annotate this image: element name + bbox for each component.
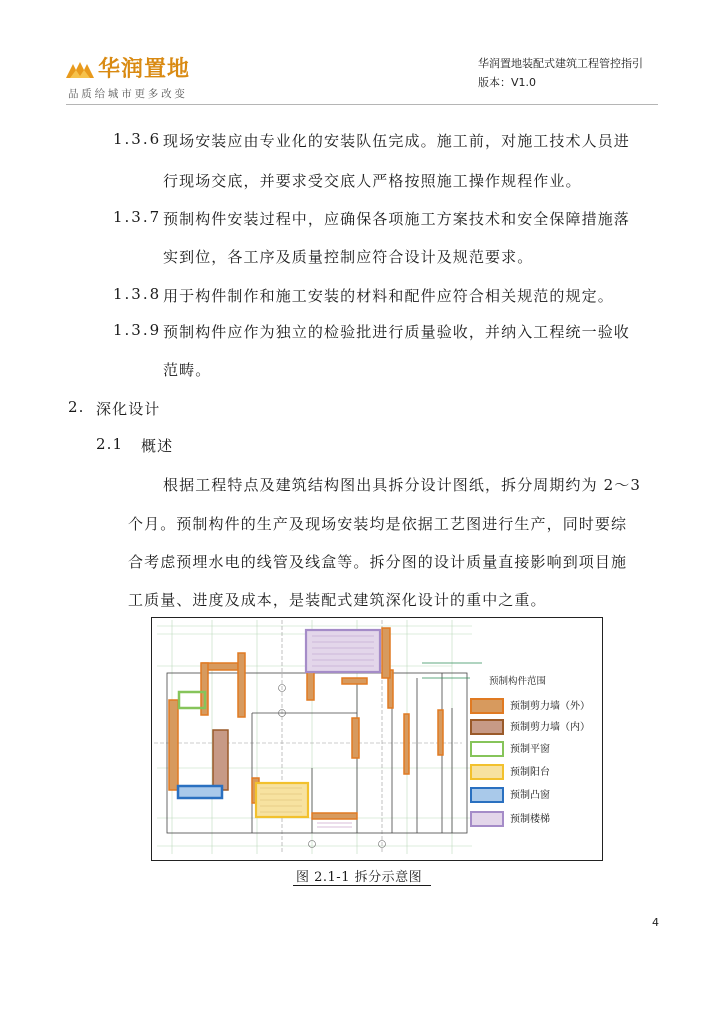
clause-number: 1.3.7 (113, 208, 162, 226)
legend-swatch-bay-window (470, 787, 504, 803)
split-diagram-figure (151, 617, 603, 861)
paragraph-line: 合考虑预埋水电的线管及线盒等。拆分图的设计质量直接影响到项目施 (128, 553, 628, 571)
legend-label: 预制凸窗 (510, 790, 550, 801)
clause-text: 预制构件应作为独立的检验批进行质量验收，并纳入工程统一验收 (163, 323, 630, 341)
figure-caption: 图 2.1-1 拆分示意图 (296, 870, 423, 885)
clause-text: 现场安装应由专业化的安装队伍完成。施工前，对施工技术人员进 (163, 132, 630, 150)
header-divider (66, 104, 658, 105)
paragraph-line: 根据工程特点及建筑结构图出具拆分设计图纸，拆分周期约为 2～3 (163, 476, 641, 494)
legend-label: 预制平窗 (510, 744, 550, 755)
subsection-title: 概述 (141, 437, 174, 455)
legend-label: 预制剪力墙（内） (510, 722, 590, 733)
logo-icon (66, 56, 94, 80)
paragraph-line: 工质量、进度及成本，是装配式建筑深化设计的重中之重。 (128, 591, 547, 609)
clause-text: 实到位，各工序及质量控制应符合设计及规范要求。 (163, 248, 534, 266)
document-version: 版本：V1.0 (478, 76, 537, 89)
legend-title: 预制构件范围 (489, 676, 547, 687)
clause-number: 1.3.9 (113, 321, 162, 339)
legend-swatch-exterior-shear-wall (470, 698, 504, 714)
clause-number: 1.3.8 (113, 285, 162, 303)
clause-text: 范畴。 (163, 361, 212, 379)
brand-name: 华润置地 (98, 57, 191, 82)
section-title: 深化设计 (96, 400, 161, 418)
clause-text: 预制构件安装过程中，应确保各项施工方案技术和安全保障措施落 (163, 210, 630, 228)
document-title: 华润置地装配式建筑工程管控指引 (478, 57, 643, 70)
legend-swatch-flat-window (470, 741, 504, 757)
legend-label: 预制楼梯 (510, 814, 550, 825)
legend-label: 预制阳台 (510, 767, 550, 778)
page-number: 4 (652, 916, 659, 929)
section-number: 2. (68, 398, 85, 416)
legend-swatch-interior-shear-wall (470, 719, 504, 735)
subsection-number: 2.1 (96, 435, 124, 453)
legend-swatch-balcony (470, 764, 504, 780)
caption-underline (293, 885, 431, 886)
clause-text: 行现场交底，并要求受交底人严格按照施工操作规程作业。 (163, 172, 582, 190)
paragraph-line: 个月。预制构件的生产及现场安装均是依据工艺图进行生产，同时要综 (128, 515, 628, 533)
legend-swatch-staircase (470, 811, 504, 827)
clause-text: 用于构件制作和施工安装的材料和配件应符合相关规范的规定。 (163, 287, 614, 305)
clause-number: 1.3.6 (113, 130, 162, 148)
legend-label: 预制剪力墙（外） (510, 701, 590, 712)
brand-slogan: 品质给城市更多改变 (68, 88, 188, 100)
